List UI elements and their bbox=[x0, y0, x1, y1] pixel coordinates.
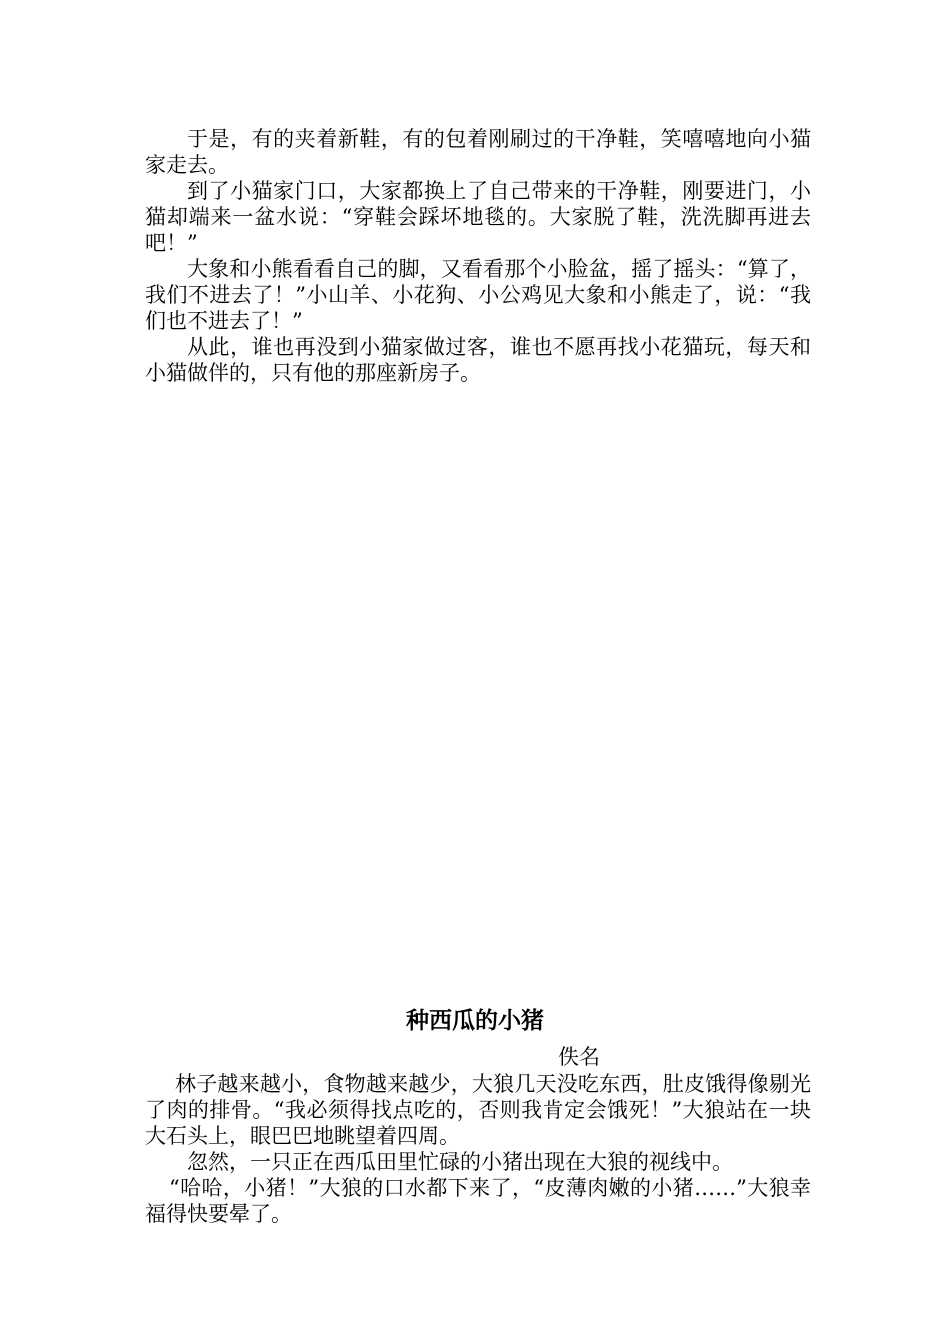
paragraph: “哈哈，小猪！”大狼的口水都下来了，“皮薄肉嫩的小猪……”大狼幸福得快要晕了。 bbox=[145, 1176, 811, 1226]
paragraph: 于是，有的夹着新鞋，有的包着刚刷过的干净鞋，笑嘻嘻地向小猫家走去。 bbox=[145, 127, 811, 177]
story-author: 佚名 bbox=[558, 1045, 600, 1069]
paragraph: 忽然，一只正在西瓜田里忙碌的小猪出现在大狼的视线中。 bbox=[187, 1150, 733, 1174]
paragraph: 大象和小熊看看自己的脚，又看看那个小脸盆，摇了摇头：“算了，我们不进去了！”小山羊、小花狗、小公鸡见大象和小熊走了，说：“我们也不进去了！” bbox=[145, 257, 811, 333]
paragraph: 从此，谁也再没到小猫家做过客，谁也不愿再找小花猫玩，每天和小猫做伴的，只有他的那座新房子。 bbox=[145, 335, 811, 385]
story-body bbox=[145, 1071, 811, 1227]
paragraph: 到了小猫家门口，大家都换上了自己带来的干净鞋，刚要进门，小猫却端来一盆水说：“穿鞋会踩坏地毯的。大家脱了鞋，洗洗脚再进去吧！” bbox=[145, 179, 811, 255]
story-continuation bbox=[145, 126, 811, 386]
paragraph: 林子越来越小，食物越来越少，大狼几天没吃东西，肚皮饿得像剔光了肉的排骨。“我必须得找点吃的，否则我肯定会饿死！”大狼站在一块大石头上，眼巴巴地眺望着四周。 bbox=[145, 1072, 811, 1148]
story-title: 种西瓜的小猪 bbox=[406, 1008, 544, 1034]
